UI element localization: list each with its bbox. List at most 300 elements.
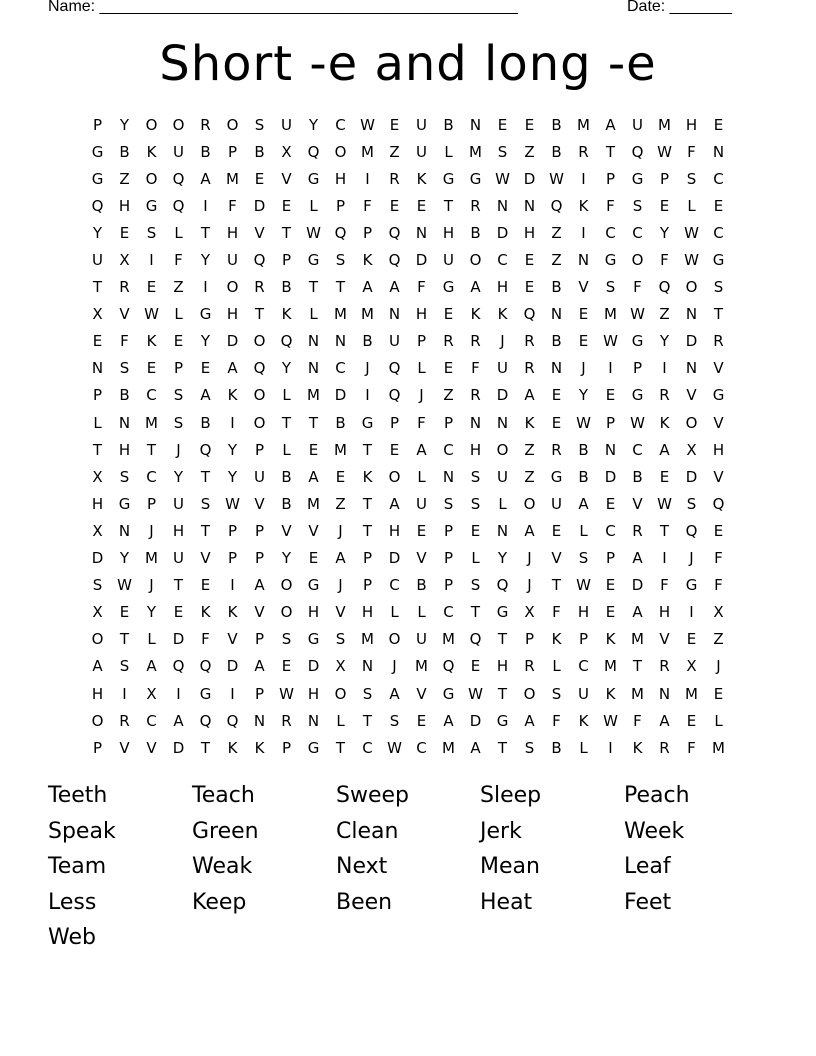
grid-letter[interactable]: C [632, 440, 643, 459]
grid-letter[interactable]: F [417, 413, 426, 432]
grid-letter[interactable]: Q [199, 440, 212, 459]
grid-letter[interactable]: R [524, 657, 535, 676]
grid-letter[interactable]: M [604, 305, 617, 324]
grid-letter[interactable]: T [200, 467, 211, 486]
grid-letter[interactable]: D [172, 630, 185, 649]
grid-letter[interactable]: U [92, 251, 103, 270]
grid-letter[interactable]: R [200, 115, 211, 134]
grid-letter[interactable]: B [254, 142, 265, 161]
grid-letter[interactable]: P [227, 549, 238, 568]
grid-letter[interactable]: A [659, 711, 670, 730]
grid-letter[interactable]: Z [551, 223, 562, 242]
grid-letter[interactable]: P [416, 332, 427, 351]
grid-letter[interactable]: L [471, 549, 480, 568]
grid-letter[interactable]: T [713, 305, 724, 324]
grid-letter[interactable]: F [228, 196, 237, 215]
grid-letter[interactable]: C [713, 169, 724, 188]
grid-letter[interactable]: X [92, 521, 103, 540]
grid-letter[interactable]: Q [388, 223, 401, 242]
grid-letter[interactable]: B [119, 386, 130, 405]
grid-letter[interactable]: Z [389, 142, 400, 161]
grid-letter[interactable]: W [603, 332, 618, 351]
grid-letter[interactable]: N [685, 305, 698, 324]
grid-letter[interactable]: R [443, 332, 454, 351]
grid-letter[interactable]: U [416, 630, 427, 649]
grid-letter[interactable]: L [336, 711, 345, 730]
grid-letter[interactable]: C [146, 711, 157, 730]
grid-letter[interactable]: O [145, 115, 158, 134]
grid-letter[interactable]: H [658, 603, 671, 622]
grid-letter[interactable]: K [497, 305, 508, 324]
grid-letter[interactable]: R [524, 332, 535, 351]
grid-letter[interactable]: P [254, 549, 265, 568]
grid-letter[interactable]: V [713, 467, 724, 486]
grid-letter[interactable]: W [387, 738, 402, 757]
grid-letter[interactable]: E [173, 332, 184, 351]
grid-letter[interactable]: G [685, 576, 698, 595]
grid-letter[interactable]: X [92, 305, 103, 324]
grid-letter[interactable]: O [685, 413, 698, 432]
grid-letter[interactable]: Y [119, 115, 130, 134]
grid-letter[interactable]: V [416, 549, 427, 568]
grid-letter[interactable]: T [146, 440, 157, 459]
grid-letter[interactable]: H [388, 521, 401, 540]
grid-letter[interactable]: M [658, 115, 671, 134]
grid-letter[interactable]: E [119, 603, 130, 622]
grid-letter[interactable]: S [470, 576, 481, 595]
grid-letter[interactable]: E [686, 630, 697, 649]
grid-letter[interactable]: K [524, 413, 535, 432]
grid-letter[interactable]: T [92, 440, 103, 459]
grid-letter[interactable]: P [335, 196, 346, 215]
grid-letter[interactable]: P [632, 359, 643, 378]
grid-letter[interactable]: R [389, 169, 400, 188]
grid-letter[interactable]: N [415, 223, 428, 242]
grid-letter[interactable]: B [281, 278, 292, 297]
grid-letter[interactable]: G [91, 142, 104, 161]
grid-letter[interactable]: L [417, 467, 426, 486]
grid-letter[interactable]: O [253, 332, 266, 351]
grid-letter[interactable]: K [578, 196, 589, 215]
grid-letter[interactable]: O [523, 684, 536, 703]
grid-letter[interactable]: X [92, 467, 103, 486]
grid-letter[interactable]: A [254, 576, 265, 595]
grid-letter[interactable]: D [226, 657, 239, 676]
grid-letter[interactable]: E [443, 359, 454, 378]
grid-letter[interactable]: A [254, 657, 265, 676]
grid-letter[interactable]: M [361, 142, 374, 161]
grid-letter[interactable]: S [686, 494, 697, 513]
grid-letter[interactable]: N [307, 332, 320, 351]
grid-letter[interactable]: K [227, 738, 238, 757]
grid-letter[interactable]: M [631, 630, 644, 649]
grid-letter[interactable]: A [200, 169, 211, 188]
grid-letter[interactable]: R [659, 386, 670, 405]
grid-letter[interactable]: T [119, 630, 130, 649]
grid-letter[interactable]: C [443, 603, 454, 622]
grid-letter[interactable]: Y [92, 223, 103, 242]
grid-letter[interactable]: P [605, 169, 616, 188]
grid-letter[interactable]: E [605, 576, 616, 595]
grid-letter[interactable]: E [146, 359, 157, 378]
grid-letter[interactable]: G [604, 251, 617, 270]
grid-letter[interactable]: V [254, 603, 265, 622]
grid-letter[interactable]: W [657, 494, 672, 513]
grid-letter[interactable]: F [714, 576, 723, 595]
grid-letter[interactable]: V [227, 630, 238, 649]
grid-letter[interactable]: G [712, 386, 725, 405]
grid-letter[interactable]: S [686, 169, 697, 188]
grid-letter[interactable]: A [524, 386, 535, 405]
grid-letter[interactable]: P [254, 521, 265, 540]
grid-letter[interactable]: L [174, 223, 183, 242]
grid-letter[interactable]: N [118, 413, 131, 432]
grid-letter[interactable]: L [282, 440, 291, 459]
grid-letter[interactable]: Q [91, 196, 104, 215]
grid-letter[interactable]: I [689, 603, 694, 622]
grid-letter[interactable]: C [578, 657, 589, 676]
grid-letter[interactable]: F [633, 278, 642, 297]
grid-letter[interactable]: E [497, 115, 508, 134]
grid-letter[interactable]: T [92, 278, 103, 297]
grid-letter[interactable]: S [524, 738, 535, 757]
grid-letter[interactable]: A [389, 278, 400, 297]
grid-letter[interactable]: A [524, 711, 535, 730]
grid-letter[interactable]: W [279, 684, 294, 703]
grid-letter[interactable]: G [307, 738, 320, 757]
grid-letter[interactable]: J [338, 576, 343, 595]
grid-letter[interactable]: Y [497, 549, 508, 568]
grid-letter[interactable]: E [119, 223, 130, 242]
grid-letter[interactable]: T [362, 494, 373, 513]
grid-letter[interactable]: Q [442, 657, 455, 676]
grid-letter[interactable]: H [523, 223, 536, 242]
grid-letter[interactable]: H [91, 494, 104, 513]
grid-letter[interactable]: C [146, 467, 157, 486]
grid-letter[interactable]: A [524, 521, 535, 540]
grid-letter[interactable]: D [604, 467, 617, 486]
grid-letter[interactable]: Z [443, 386, 454, 405]
grid-letter[interactable]: H [712, 440, 725, 459]
grid-letter[interactable]: E [308, 549, 319, 568]
grid-letter[interactable]: D [91, 549, 104, 568]
grid-letter[interactable]: W [630, 305, 645, 324]
grid-letter[interactable]: S [119, 359, 130, 378]
grid-letter[interactable]: E [200, 576, 211, 595]
grid-letter[interactable]: B [551, 115, 562, 134]
grid-letter[interactable]: A [578, 494, 589, 513]
grid-letter[interactable]: K [362, 251, 373, 270]
grid-letter[interactable]: N [496, 521, 509, 540]
grid-letter[interactable]: Y [659, 223, 670, 242]
grid-letter[interactable]: N [496, 413, 509, 432]
grid-letter[interactable]: M [469, 142, 482, 161]
grid-letter[interactable]: E [308, 440, 319, 459]
grid-letter[interactable]: F [687, 738, 696, 757]
grid-letter[interactable]: W [144, 305, 159, 324]
grid-letter[interactable]: M [334, 305, 347, 324]
grid-letter[interactable]: R [578, 142, 589, 161]
grid-letter[interactable]: N [550, 359, 563, 378]
grid-letter[interactable]: P [254, 440, 265, 459]
grid-letter[interactable]: O [685, 278, 698, 297]
grid-letter[interactable]: R [659, 738, 670, 757]
grid-letter[interactable]: W [630, 413, 645, 432]
grid-letter[interactable]: G [199, 305, 212, 324]
grid-letter[interactable]: Z [119, 169, 130, 188]
grid-letter[interactable]: N [253, 711, 266, 730]
grid-letter[interactable]: G [361, 413, 374, 432]
grid-letter[interactable]: J [365, 359, 370, 378]
grid-letter[interactable]: Z [524, 142, 535, 161]
grid-letter[interactable]: D [523, 169, 536, 188]
grid-letter[interactable]: T [200, 738, 211, 757]
grid-letter[interactable]: P [362, 223, 373, 242]
grid-letter[interactable]: A [200, 386, 211, 405]
date-field-label[interactable]: Date: _______ [627, 0, 732, 15]
grid-letter[interactable]: B [632, 467, 643, 486]
grid-letter[interactable]: K [362, 467, 373, 486]
grid-letter[interactable]: Q [388, 251, 401, 270]
grid-letter[interactable]: T [632, 657, 643, 676]
grid-letter[interactable]: M [685, 684, 698, 703]
grid-letter[interactable]: Q [199, 657, 212, 676]
grid-letter[interactable]: T [173, 576, 184, 595]
grid-letter[interactable]: O [226, 278, 239, 297]
grid-letter[interactable]: W [360, 115, 375, 134]
grid-letter[interactable]: O [91, 711, 104, 730]
grid-letter[interactable]: K [632, 738, 643, 757]
grid-letter[interactable]: W [684, 251, 699, 270]
grid-letter[interactable]: A [632, 603, 643, 622]
grid-letter[interactable]: M [307, 494, 320, 513]
grid-letter[interactable]: N [523, 196, 536, 215]
grid-letter[interactable]: M [145, 549, 158, 568]
grid-letter[interactable]: C [605, 223, 616, 242]
grid-letter[interactable]: B [443, 115, 454, 134]
grid-letter[interactable]: Y [173, 467, 184, 486]
grid-letter[interactable]: Q [712, 494, 725, 513]
grid-letter[interactable]: H [496, 657, 509, 676]
grid-letter[interactable]: S [713, 278, 724, 297]
grid-letter[interactable]: X [146, 684, 157, 703]
grid-letter[interactable]: J [338, 521, 343, 540]
grid-letter[interactable]: B [281, 494, 292, 513]
grid-letter[interactable]: T [659, 521, 670, 540]
grid-letter[interactable]: B [578, 440, 589, 459]
grid-letter[interactable]: T [308, 413, 319, 432]
grid-letter[interactable]: L [552, 657, 561, 676]
grid-letter[interactable]: K [605, 684, 616, 703]
grid-letter[interactable]: C [335, 115, 346, 134]
grid-letter[interactable]: H [226, 223, 239, 242]
grid-letter[interactable]: N [604, 440, 617, 459]
grid-letter[interactable]: M [145, 413, 158, 432]
grid-letter[interactable]: L [147, 630, 156, 649]
grid-letter[interactable]: J [581, 359, 586, 378]
grid-letter[interactable]: E [92, 332, 103, 351]
grid-letter[interactable]: P [227, 521, 238, 540]
grid-letter[interactable]: P [254, 684, 265, 703]
grid-letter[interactable]: V [281, 169, 292, 188]
grid-letter[interactable]: V [686, 386, 697, 405]
grid-letter[interactable]: T [362, 440, 373, 459]
grid-letter[interactable]: O [388, 630, 401, 649]
grid-letter[interactable]: G [307, 576, 320, 595]
grid-letter[interactable]: S [470, 467, 481, 486]
grid-letter[interactable]: U [551, 494, 562, 513]
grid-letter[interactable]: O [469, 251, 482, 270]
grid-letter[interactable]: H [91, 684, 104, 703]
grid-letter[interactable]: N [307, 711, 320, 730]
grid-letter[interactable]: E [605, 603, 616, 622]
grid-letter[interactable]: E [605, 494, 616, 513]
grid-letter[interactable]: U [416, 142, 427, 161]
grid-letter[interactable]: G [442, 684, 455, 703]
grid-letter[interactable]: Q [172, 169, 185, 188]
grid-letter[interactable]: G [145, 196, 158, 215]
grid-letter[interactable]: C [389, 576, 400, 595]
grid-letter[interactable]: T [443, 196, 454, 215]
grid-letter[interactable]: T [497, 684, 508, 703]
grid-letter[interactable]: Q [199, 711, 212, 730]
grid-letter[interactable]: K [659, 413, 670, 432]
grid-letter[interactable]: W [549, 169, 564, 188]
grid-letter[interactable]: G [631, 386, 644, 405]
grid-letter[interactable]: E [551, 386, 562, 405]
grid-letter[interactable]: V [416, 684, 427, 703]
grid-letter[interactable]: K [605, 630, 616, 649]
grid-letter[interactable]: I [149, 251, 154, 270]
grid-letter[interactable]: J [527, 576, 532, 595]
grid-letter[interactable]: E [281, 196, 292, 215]
grid-letter[interactable]: D [496, 223, 509, 242]
grid-letter[interactable]: S [281, 630, 292, 649]
grid-letter[interactable]: R [281, 711, 292, 730]
grid-letter[interactable]: V [713, 359, 724, 378]
grid-letter[interactable]: G [442, 278, 455, 297]
grid-letter[interactable]: J [392, 657, 397, 676]
grid-letter[interactable]: L [498, 494, 507, 513]
grid-letter[interactable]: L [93, 413, 102, 432]
grid-letter[interactable]: I [365, 169, 370, 188]
grid-letter[interactable]: N [388, 305, 401, 324]
grid-letter[interactable]: W [225, 494, 240, 513]
grid-letter[interactable]: Z [524, 440, 535, 459]
grid-letter[interactable]: Y [308, 115, 319, 134]
grid-letter[interactable]: G [118, 494, 131, 513]
grid-letter[interactable]: F [174, 251, 183, 270]
grid-letter[interactable]: N [469, 413, 482, 432]
grid-letter[interactable]: R [524, 359, 535, 378]
grid-letter[interactable]: T [281, 413, 292, 432]
grid-letter[interactable]: V [119, 305, 130, 324]
grid-letter[interactable]: E [713, 115, 724, 134]
grid-letter[interactable]: C [605, 521, 616, 540]
grid-letter[interactable]: G [496, 711, 509, 730]
grid-letter[interactable]: S [146, 223, 157, 242]
grid-letter[interactable]: S [389, 711, 400, 730]
grid-letter[interactable]: F [660, 576, 669, 595]
grid-letter[interactable]: B [119, 142, 130, 161]
grid-letter[interactable]: Q [172, 196, 185, 215]
grid-letter[interactable]: K [578, 711, 589, 730]
grid-letter[interactable]: P [443, 413, 454, 432]
grid-letter[interactable]: U [173, 549, 184, 568]
grid-letter[interactable]: V [308, 521, 319, 540]
grid-letter[interactable]: X [686, 657, 697, 676]
grid-letter[interactable]: P [605, 413, 616, 432]
grid-letter[interactable]: E [524, 278, 535, 297]
grid-letter[interactable]: L [579, 738, 588, 757]
grid-letter[interactable]: E [173, 603, 184, 622]
grid-letter[interactable]: S [578, 549, 589, 568]
grid-letter[interactable]: X [686, 440, 697, 459]
grid-letter[interactable]: S [119, 657, 130, 676]
grid-letter[interactable]: M [415, 657, 428, 676]
grid-letter[interactable]: J [419, 386, 424, 405]
grid-letter[interactable]: P [92, 115, 103, 134]
grid-letter[interactable]: O [334, 684, 347, 703]
grid-letter[interactable]: Z [524, 467, 535, 486]
grid-letter[interactable]: J [149, 521, 154, 540]
grid-letter[interactable]: P [146, 494, 157, 513]
grid-letter[interactable]: G [199, 684, 212, 703]
grid-letter[interactable]: F [552, 603, 561, 622]
grid-letter[interactable]: I [608, 359, 613, 378]
grid-letter[interactable]: D [226, 332, 239, 351]
grid-letter[interactable]: O [253, 386, 266, 405]
grid-letter[interactable]: E [254, 169, 265, 188]
grid-letter[interactable]: M [307, 386, 320, 405]
grid-letter[interactable]: B [551, 142, 562, 161]
grid-letter[interactable]: Q [658, 278, 671, 297]
grid-letter[interactable]: O [280, 576, 293, 595]
grid-letter[interactable]: I [581, 169, 586, 188]
grid-letter[interactable]: R [119, 711, 130, 730]
grid-letter[interactable]: K [551, 630, 562, 649]
grid-letter[interactable]: P [227, 142, 238, 161]
grid-letter[interactable]: N [577, 251, 590, 270]
grid-letter[interactable]: B [281, 467, 292, 486]
grid-letter[interactable]: R [470, 196, 481, 215]
grid-letter[interactable]: H [226, 305, 239, 324]
grid-letter[interactable]: A [443, 711, 454, 730]
grid-letter[interactable]: B [200, 413, 211, 432]
grid-letter[interactable]: A [659, 440, 670, 459]
grid-letter[interactable]: L [444, 142, 453, 161]
grid-letter[interactable]: Q [307, 142, 320, 161]
grid-letter[interactable]: I [230, 684, 235, 703]
grid-letter[interactable]: C [416, 738, 427, 757]
grid-letter[interactable]: V [200, 549, 211, 568]
grid-letter[interactable]: E [335, 467, 346, 486]
grid-letter[interactable]: N [550, 305, 563, 324]
grid-letter[interactable]: L [687, 196, 696, 215]
grid-letter[interactable]: N [496, 196, 509, 215]
grid-letter[interactable]: L [714, 711, 723, 730]
grid-letter[interactable]: V [335, 603, 346, 622]
grid-letter[interactable]: G [496, 603, 509, 622]
grid-letter[interactable]: F [363, 196, 372, 215]
grid-letter[interactable]: B [416, 576, 427, 595]
grid-letter[interactable]: X [524, 603, 535, 622]
grid-letter[interactable]: R [470, 332, 481, 351]
grid-letter[interactable]: E [389, 115, 400, 134]
grid-letter[interactable]: P [254, 630, 265, 649]
grid-letter[interactable]: T [335, 738, 346, 757]
grid-letter[interactable]: M [712, 738, 725, 757]
